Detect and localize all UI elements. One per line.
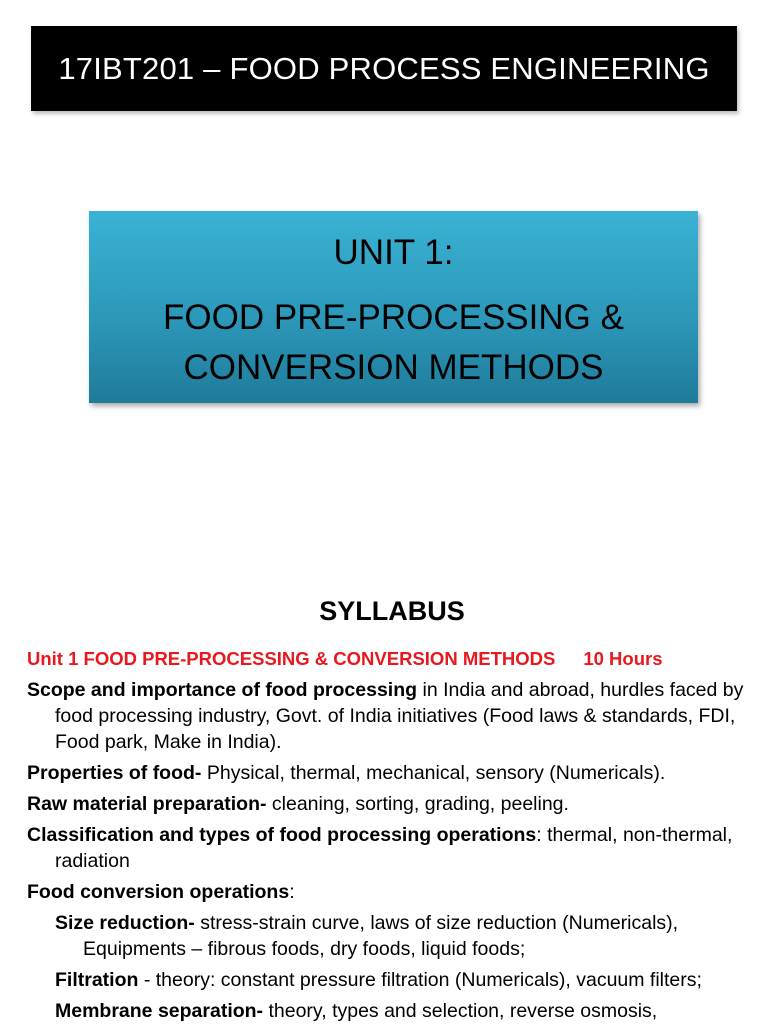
syllabus-item-bold: Properties of food- xyxy=(27,762,202,784)
syllabus-sub-item-text: - theory: constant pressure filtration (Numericals), vacuum filters; xyxy=(138,969,702,991)
unit-row-hours: 10 Hours xyxy=(583,648,663,669)
unit-name-line-2: CONVERSION METHODS xyxy=(183,348,604,387)
syllabus-sub-item-bold: Membrane separation- xyxy=(55,1000,264,1022)
syllabus-sub-item-bold: Filtration xyxy=(55,969,139,991)
syllabus-sub-item xyxy=(55,910,757,962)
syllabus-item xyxy=(27,791,757,817)
unit-number: UNIT 1: xyxy=(333,233,454,272)
unit-name xyxy=(89,293,698,393)
syllabus-item-bold: Classification and types of food processing operations xyxy=(27,824,537,846)
course-title: 17IBT201 – FOOD PROCESS ENGINEERING xyxy=(58,50,710,86)
syllabus-sub-list xyxy=(27,910,757,1024)
syllabus-item xyxy=(27,677,757,755)
syllabus-item xyxy=(27,822,757,874)
unit-row-title: Unit 1 FOOD PRE-PROCESSING & CONVERSION METHODS xyxy=(27,648,556,669)
syllabus-heading: SYLLABUS xyxy=(319,596,465,626)
syllabus-item-text: : xyxy=(289,881,295,903)
syllabus-item-text: : thermal, non-thermal, radiation xyxy=(55,824,733,872)
unit-row xyxy=(27,646,757,672)
syllabus-item-bold: Food conversion operations xyxy=(27,881,290,903)
syllabus-item-bold: Scope and importance of food processing xyxy=(27,679,418,701)
syllabus-content xyxy=(27,646,757,1029)
syllabus-item xyxy=(27,879,757,905)
syllabus-sub-item-text: theory, types and selection, reverse osmosis, xyxy=(263,1000,658,1022)
syllabus-sub-item-bold: Size reduction- xyxy=(55,912,195,934)
course-title-bar xyxy=(31,26,737,111)
syllabus-item-text: in India and abroad, hurdles faced by food processing industry, Govt. of India initiatives (Food laws & standards, FDI, Food park, Make in India). xyxy=(55,679,744,753)
syllabus-sub-item xyxy=(55,967,757,993)
syllabus-item-bold: Raw material preparation- xyxy=(27,793,267,815)
unit-title-box xyxy=(89,211,698,403)
syllabus-sub-item xyxy=(55,998,757,1024)
syllabus-item-text: cleaning, sorting, grading, peeling. xyxy=(266,793,569,815)
syllabus-sub-item-text: stress-strain curve, laws of size reduction (Numericals), Equipments – fibrous foods, dry foods, liquid foods; xyxy=(83,912,679,960)
unit-name-line-1: FOOD PRE-PROCESSING & xyxy=(163,298,624,337)
syllabus-item xyxy=(27,760,757,786)
syllabus-item-text: Physical, thermal, mechanical, sensory (Numericals). xyxy=(201,762,666,784)
